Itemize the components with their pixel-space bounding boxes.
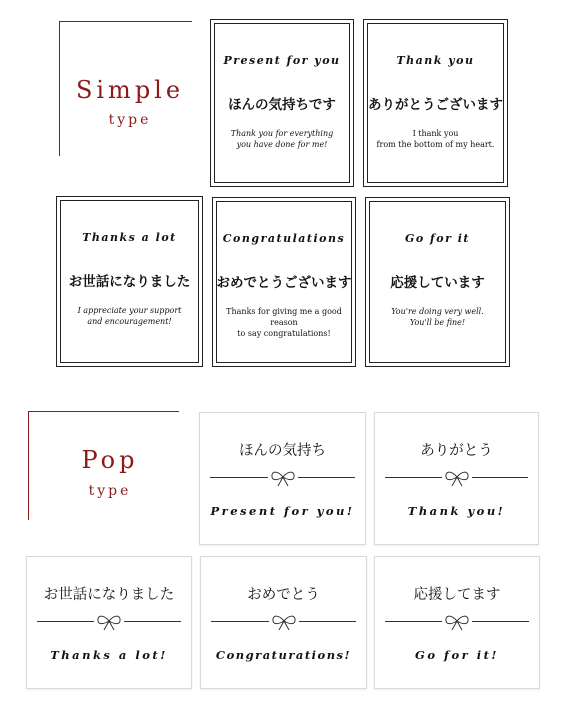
card-japanese: お世話になりました bbox=[43, 587, 175, 603]
card-english: Thank you! bbox=[407, 504, 506, 518]
card-heading: Thanks a lot bbox=[82, 231, 177, 244]
card-japanese: 応援しています bbox=[390, 275, 485, 291]
pop-section-subtitle: type bbox=[88, 483, 132, 499]
pop-card-congratulations bbox=[200, 556, 367, 689]
pop-card-go-for-it bbox=[374, 556, 540, 689]
card-japanese: おめでとうございます bbox=[216, 275, 352, 291]
ribbon-bow-icon bbox=[268, 469, 298, 487]
card-english: Present for you! bbox=[210, 504, 355, 518]
card-japanese: ほんの気持ち bbox=[239, 443, 326, 459]
simple-card-thanks-a-lot bbox=[56, 196, 203, 367]
card-message: You're doing very well. You'll be fine! bbox=[391, 307, 484, 327]
pop-section-title: Pop bbox=[81, 446, 139, 474]
simple-section-subtitle: type bbox=[108, 112, 152, 128]
card-japanese: お世話になりました bbox=[68, 274, 191, 290]
card-heading: Present for you bbox=[223, 54, 341, 67]
card-message: I thank you from the bottom of my heart. bbox=[376, 129, 495, 149]
card-english: Congraturations! bbox=[215, 648, 352, 662]
card-heading: Go for it bbox=[404, 232, 470, 245]
pop-card-thanks-a-lot bbox=[26, 556, 192, 689]
simple-card-thank-you bbox=[363, 19, 508, 187]
simple-card-go-for-it bbox=[365, 197, 510, 367]
simple-section-title: Simple bbox=[75, 76, 185, 104]
ribbon-bow-icon bbox=[269, 613, 299, 631]
ribbon-bow-icon bbox=[442, 469, 472, 487]
card-japanese: 応援してます bbox=[413, 587, 501, 603]
simple-card-present bbox=[210, 19, 354, 187]
pop-card-thank-you bbox=[374, 412, 539, 545]
card-english: Thanks a lot! bbox=[50, 648, 168, 662]
card-message: I appreciate your support and encouragement! bbox=[77, 306, 182, 326]
pop-card-present bbox=[199, 412, 366, 545]
card-heading: Thank you bbox=[396, 54, 475, 67]
card-japanese: ありがとう bbox=[420, 443, 493, 459]
card-message: Thank you for everything you have done for me! bbox=[230, 129, 334, 149]
card-japanese: おめでとう bbox=[247, 587, 320, 603]
card-heading: Congratulations bbox=[222, 232, 346, 245]
simple-card-congratulations bbox=[212, 197, 356, 367]
ribbon-bow-icon bbox=[442, 613, 472, 631]
card-message: Thanks for giving me a good reason to say congratulations! bbox=[226, 307, 342, 338]
card-english: Go for it! bbox=[415, 648, 499, 662]
ribbon-bow-icon bbox=[94, 613, 124, 631]
card-japanese: ありがとうございます bbox=[368, 97, 503, 113]
card-japanese: ほんの気持ちです bbox=[228, 97, 336, 113]
